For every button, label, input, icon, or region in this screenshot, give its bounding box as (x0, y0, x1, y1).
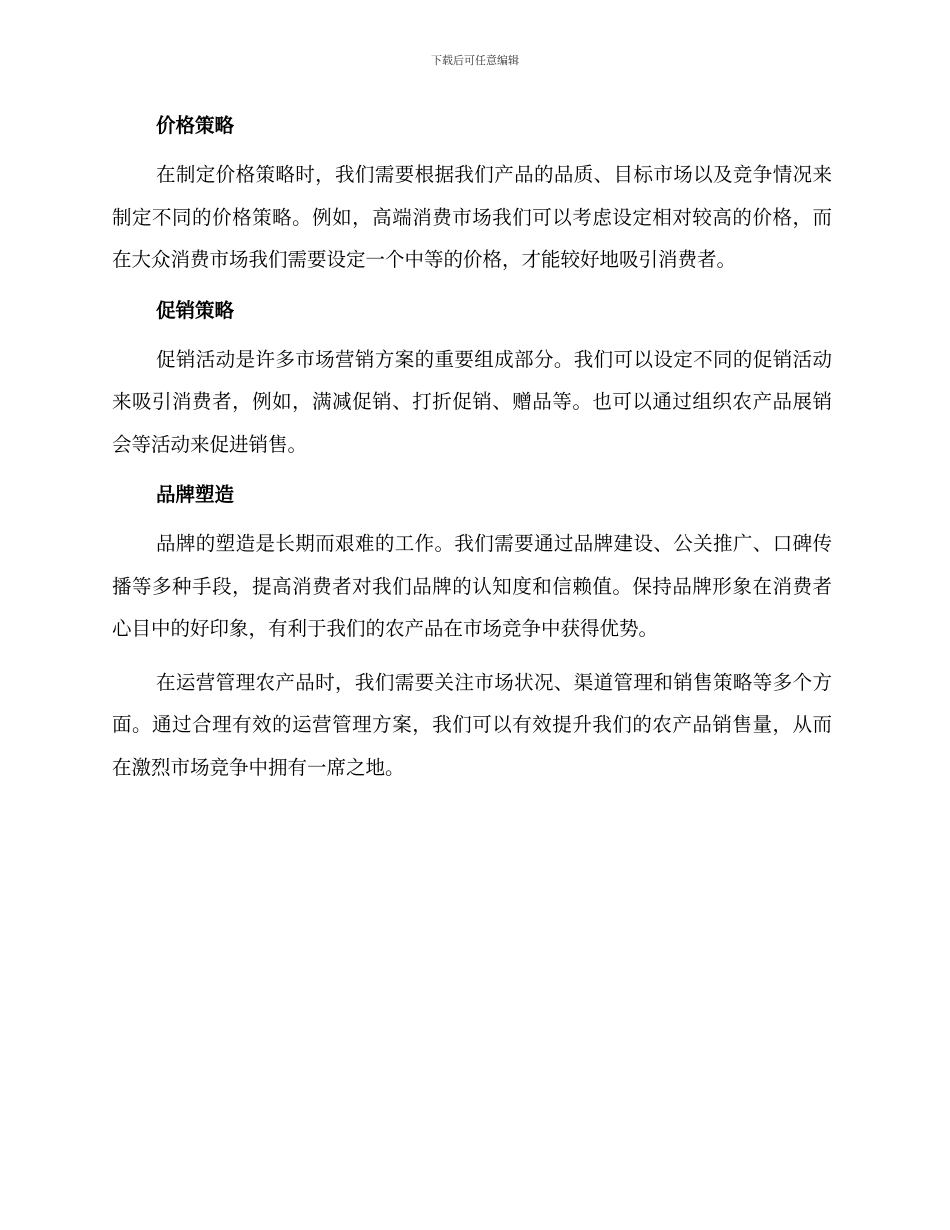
paragraph: 促销活动是许多市场营销方案的重要组成部分。我们可以设定不同的促销活动来吸引消费者，例如，满减促销、打折促销、赠品等。也可以通过组织农产品展销会等活动来促进销售。 (112, 347, 832, 456)
section-title: 促销策略 (156, 298, 235, 322)
paragraph: 品牌的塑造是长期而艰难的工作。我们需要通过品牌建设、公关推广、口碑传播等多种手段，提高消费者对我们品牌的认知度和信赖值。保持品牌形象在消费者心目中的好印象，有利于我们的农产品在市场竞争中获得优势。 (112, 532, 832, 640)
document-body (112, 108, 832, 800)
section-title: 价格策略 (156, 114, 235, 137)
page-header: 下载后可任意编辑 (431, 54, 519, 67)
section-branding (112, 477, 832, 651)
section-pricing (112, 108, 832, 282)
conclusion-paragraph: 在运营管理农产品时，我们需要关注市场状况、渠道管理和销售策略等多个方面。通过合理有效的运营管理方案，我们可以有效提升我们的农产品销售量，从而在激烈市场竞争中拥有一席之地。 (112, 670, 832, 779)
section-title: 品牌塑造 (156, 483, 235, 506)
paragraph: 在制定价格策略时，我们需要根据我们产品的品质、目标市场以及竞争情况来制定不同的价格策略。例如，高端消费市场我们可以考虑设定相对较高的价格，而在大众消费市场我们需要设定一个中等的价格，才能较好地吸引消费者。 (112, 163, 832, 271)
section-promotion (112, 293, 832, 467)
